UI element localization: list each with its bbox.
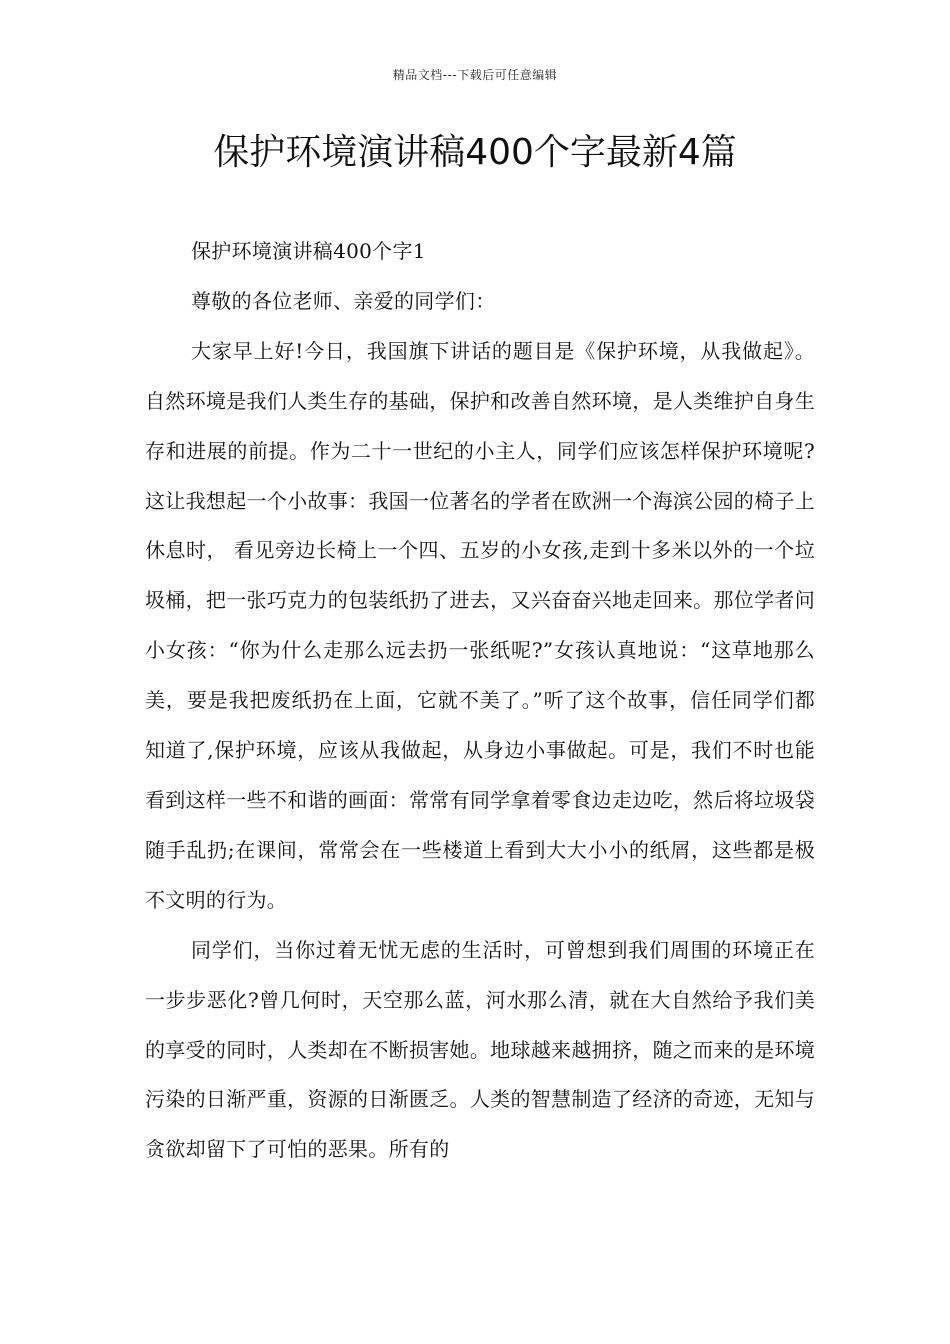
salutation-paragraph: 尊敬的各位老师、亲爱的同学们： (191, 288, 496, 313)
document-body (145, 227, 815, 1175)
document-title: 保护环境演讲稿400个字最新4篇 (213, 132, 737, 173)
section-heading: 保护环境演讲稿400个字1 (191, 239, 426, 263)
header-note: 精品文档---下载后可任意编辑 (392, 68, 558, 82)
body-paragraph: 大家早上好!今日，我国旗下讲话的题目是《保护环境，从我做起》。 自然环境是我们人类生存的基础，保护和改善自然环境，是人类维护自身生存和进展的前提。作为二十一世纪的小主人，同学们应该怎样保护环境呢?这让我想起一个小故事：我国一位著名的学者在欧洲一个海滨公园的椅子上休息时， 看见旁边长椅上一个四、五岁的小女孩,走到十多米以外的一个垃圾桶，把一张巧克力的包装纸扔了进去，又兴奋奋兴地走回来。那位学者问小女孩：“你为什么走那么远去扔一张纸呢?”女孩认真地说：“这草地那么美，要是我把废纸扔在上面，它就不美了。”听了这个故事，信任同学们都知道了,保护环境，应该从我做起，从身边小事做起。可是，我们不时也能看到这样一些不和谐的画面：常常有同学拿着零食边走边吃，然后将垃圾袋随手乱扔;在课间，常常会在一些楼道上看到大大小小的纸屑，这些都是极不文明的行为。 (145, 338, 815, 912)
body-paragraph: 同学们，当你过着无忧无虑的生活时，可曾想到我们周围的环境正在一步步恶化?曾几何时，天空那么蓝，河水那么清，就在大自然给予我们美的享受的同时，人类却在不断损害她。地球越来越拥挤，随之而来的是环境污染的日渐严重，资源的日渐匮乏。人类的智慧制造了经济的奇迹，无知与贪欲却留下了可怕的恶果。所有的 (145, 937, 815, 1162)
